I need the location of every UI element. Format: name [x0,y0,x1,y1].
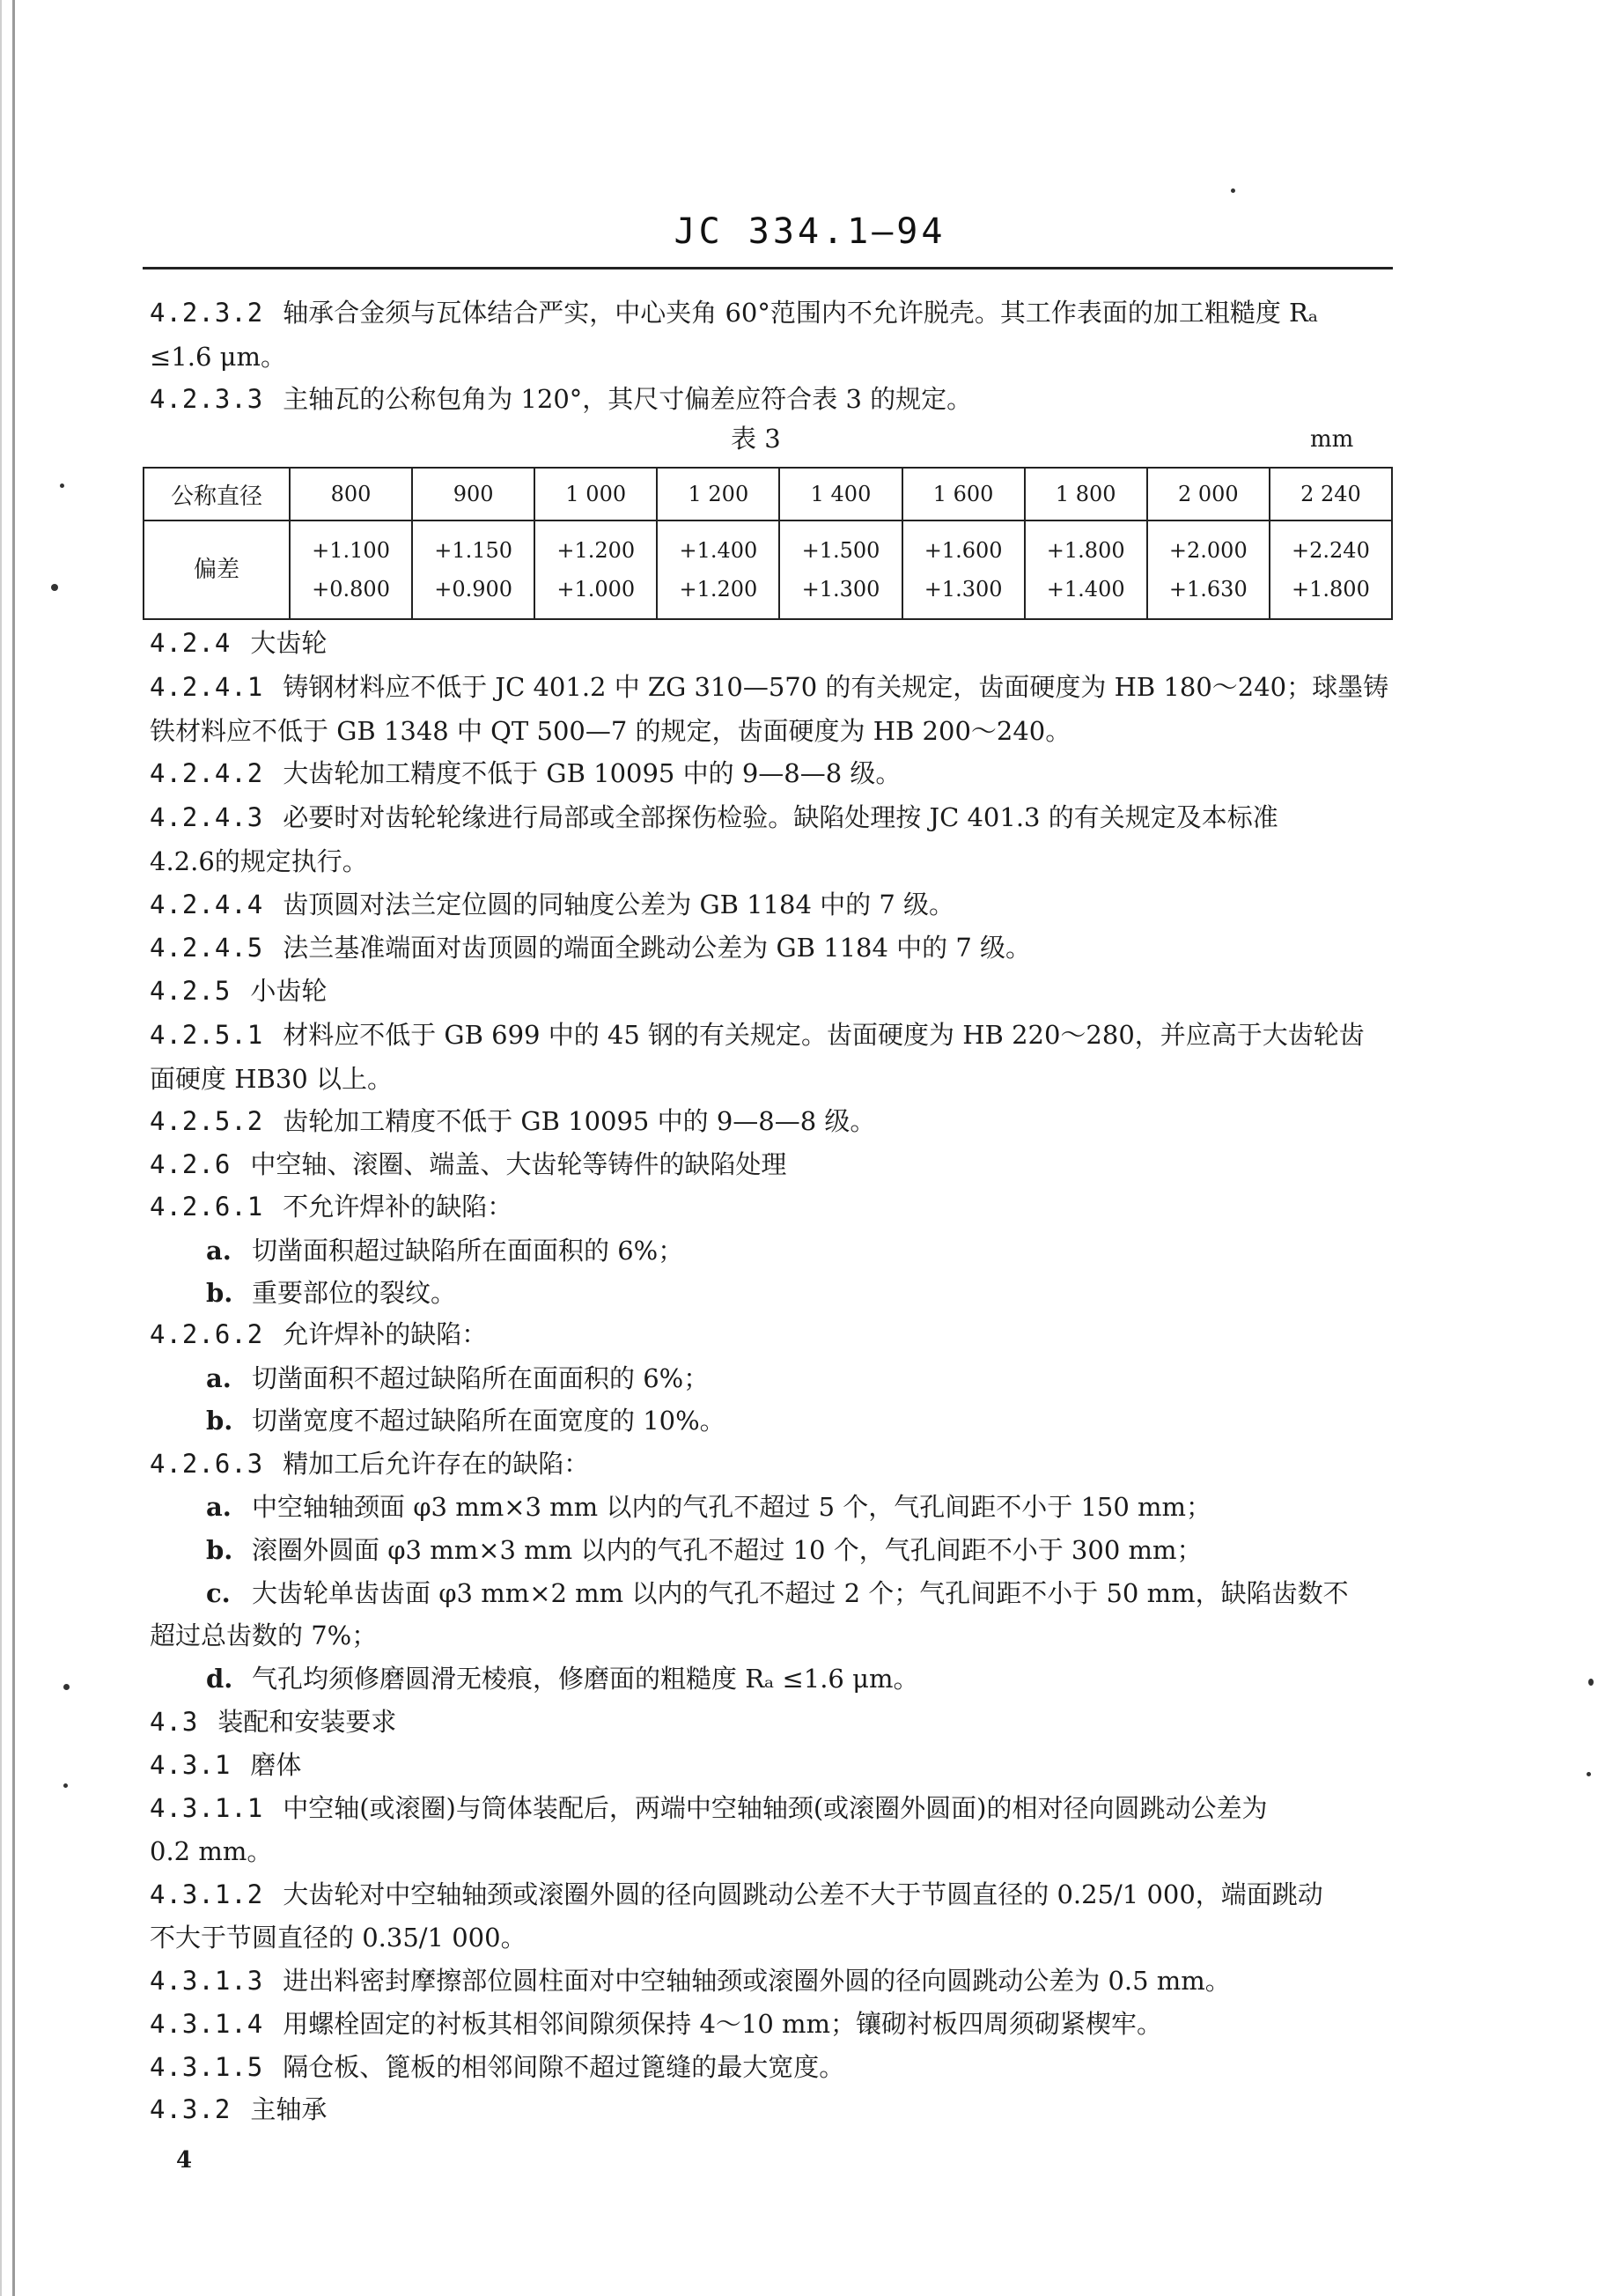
table-cell: 1 800 [1025,468,1147,520]
scan-speck [51,584,58,591]
upper-deviation: +2.240 [1292,538,1370,563]
clause-number: 4.3 [150,1707,199,1737]
clause-4-2-4-3-cont: 4.2.6的规定执行。 [150,846,368,876]
table-unit: mm [1310,426,1354,453]
clause-text: 中空轴(或滚圈)与筒体装配后，两端中空轴轴颈(或滚圈外圆面)的相对径向圆跳动公差为 [283,1793,1268,1823]
table-title: 表 3 [731,424,781,454]
section-heading: 中空轴、滚圈、端盖、大齿轮等铸件的缺陷处理 [250,1149,787,1179]
scan-speck [63,1783,68,1788]
tolerance-table [143,467,1393,620]
table-cell: 2 000 [1147,468,1270,520]
table-cell-deviation [534,520,657,619]
table-cell-deviation [1147,520,1270,619]
list-label: b. [206,1535,233,1565]
table-cell-deviation [412,520,534,619]
table-cell-deviation [657,520,779,619]
clause-text: 齿顶圆对法兰定位圆的同轴度公差为 GB 1184 中的 7 级。 [283,890,955,919]
clause-4-2-4-4 [150,882,1400,927]
list-item-cont: 超过总齿数的 7%； [150,1620,378,1650]
clause-4-2-3-3 [150,377,1400,421]
table-cell: 1 200 [657,468,779,520]
clause-4-2-6-3 [150,1442,1400,1486]
clause-number: 4.3.1.3 [150,1966,264,1996]
upper-deviation: +1.800 [1046,538,1125,563]
lower-deviation: +0.800 [312,577,390,602]
clause-number: 4.2.6.1 [150,1192,264,1222]
clause-4-3-1-1 [150,1786,1400,1830]
clause-number: 4.2.5 [150,976,232,1006]
document-id-header: JC 334.1—94 [674,211,946,252]
table-row-diameter [144,468,1392,520]
list-text: 气孔均须修磨圆滑无棱痕，修磨面的粗糙度 Rₐ ≤1.6 μm。 [252,1664,919,1694]
clause-number: 4.2.4.4 [150,890,264,919]
table-cell-deviation [1270,520,1392,619]
section-4-3-2 [150,2087,1400,2131]
clause-4-3-1-2-cont: 不大于节圆直径的 0.35/1 000。 [150,1923,526,1953]
clause-4-2-6-1 [150,1185,1400,1229]
lower-deviation: +1.300 [924,577,1003,602]
clause-4-2-3-2 [150,291,1400,335]
upper-deviation: +1.150 [434,538,513,563]
list-text: 中空轴轴颈面 φ3 mm×3 mm 以内的气孔不超过 5 个，气孔间距不小于 150 mm； [252,1492,1212,1522]
list-item [206,1528,1403,1572]
upper-deviation: +1.200 [556,538,636,563]
clause-text: 轴承合金须与瓦体结合严实，中心夹角 60°范围内不允许脱壳。其工作表面的加工粗糙度 Rₐ [283,298,1319,328]
table-cell: 1 400 [779,468,902,520]
list-label: b. [206,1406,233,1436]
clause-number: 4.3.1.4 [150,2009,264,2039]
list-item [206,1571,1403,1615]
clause-number: 4.2.4.1 [150,672,264,702]
table-cell-deviation [1025,520,1147,619]
clause-4-2-4-5 [150,926,1400,970]
clause-number: 4.3.1.5 [150,2052,264,2082]
scan-speck [1588,1679,1594,1686]
clause-number: 4.2.5.2 [150,1106,264,1136]
section-4-3-1 [150,1743,1400,1787]
scan-speck [60,484,64,488]
table-cell-deviation [779,520,902,619]
clause-text: 大齿轮加工精度不低于 GB 10095 中的 9—8—8 级。 [283,758,902,788]
list-text: 滚圈外圆面 φ3 mm×3 mm 以内的气孔不超过 10 个，气孔间距不小于 300 mm； [252,1535,1203,1565]
clause-text: 法兰基准端面对齿顶圆的端面全跳动公差为 GB 1184 中的 7 级。 [283,933,1032,963]
upper-deviation: +1.400 [679,538,758,563]
section-4-2-6 [150,1142,1400,1186]
clause-number: 4.2.4.2 [150,758,264,788]
upper-deviation: +1.500 [801,538,880,563]
section-heading: 磨体 [250,1750,302,1780]
clause-4-2-3-2-cont: ≤1.6 μm。 [150,342,286,372]
upper-deviation: +1.100 [312,538,390,563]
clause-4-2-5-1-cont: 面硬度 HB30 以上。 [150,1064,393,1094]
clause-number: 4.2.5.1 [150,1020,264,1050]
clause-number: 4.2.6.3 [150,1449,264,1479]
list-item [206,1657,1403,1701]
lower-deviation: +0.900 [434,577,513,602]
list-item [206,1229,1403,1273]
clause-4-2-5-1 [150,1013,1400,1057]
clause-text: 大齿轮对中空轴轴颈或滚圈外圆的径向圆跳动公差不大于节圆直径的 0.25/1 000，端面跳动 [283,1879,1323,1909]
clause-4-3-1-2 [150,1872,1400,1916]
clause-number: 4.2.4 [150,628,232,658]
list-item [206,1485,1403,1529]
binding-line [12,0,15,2296]
row-header-diameter: 公称直径 [144,468,290,520]
page-edge-shadow [0,0,2,2296]
scan-speck [1587,1772,1591,1776]
upper-deviation: +1.600 [924,538,1003,563]
list-item [206,1271,1403,1315]
scan-speck [1231,188,1235,193]
list-label: d. [206,1664,233,1694]
lower-deviation: +1.000 [556,577,636,602]
section-4-2-4 [150,621,1400,665]
lower-deviation: +1.200 [679,577,758,602]
clause-number: 4.2.3.2 [150,298,264,328]
table-cell: 1 600 [902,468,1025,520]
clause-number: 4.2.6.2 [150,1319,264,1349]
clause-number: 4.3.2 [150,2094,232,2124]
clause-4-2-4-1-cont: 铁材料应不低于 GB 1348 中 QT 500—7 的规定，齿面硬度为 HB 200～240。 [150,716,1071,746]
table-cell-deviation [902,520,1025,619]
clause-text: 进出料密封摩擦部位圆柱面对中空轴轴颈或滚圈外圆的径向圆跳动公差为 0.5 mm。 [283,1966,1231,1996]
section-heading: 小齿轮 [250,976,328,1006]
clause-text: 隔仓板、篦板的相邻间隙不超过篦缝的最大宽度。 [283,2052,845,2082]
clause-text: 齿轮加工精度不低于 GB 10095 中的 9—8—8 级。 [283,1106,876,1136]
clause-4-3-1-1-cont: 0.2 mm。 [150,1836,273,1866]
clause-4-2-4-3 [150,795,1400,839]
clause-4-2-6-2 [150,1312,1400,1356]
clause-text: 主轴瓦的公称包角为 120°，其尺寸偏差应符合表 3 的规定。 [283,384,973,414]
clause-4-2-4-2 [150,751,1400,795]
clause-text: 材料应不低于 GB 699 中的 45 钢的有关规定。齿面硬度为 HB 220～280，并应高于大齿轮齿 [283,1020,1365,1050]
list-text: 切凿面积不超过缺陷所在面面积的 6%； [252,1363,710,1393]
clause-4-3-1-5 [150,2045,1400,2089]
scan-speck [63,1684,70,1690]
clause-text: 铸钢材料应不低于 JC 401.2 中 ZG 310—570 的有关规定，齿面硬度为 HB 180～240；球墨铸 [283,672,1389,702]
list-item [206,1356,1403,1400]
list-label: a. [206,1492,232,1522]
clause-number: 4.2.4.5 [150,933,264,963]
section-heading: 装配和安装要求 [217,1707,397,1737]
list-label: c. [206,1578,231,1608]
lower-deviation: +1.300 [801,577,880,602]
clause-text: 不允许焊补的缺陷： [283,1192,513,1222]
clause-text: 允许焊补的缺陷： [283,1319,488,1349]
clause-number: 4.2.3.3 [150,384,264,414]
section-4-2-5 [150,969,1400,1013]
list-text: 切凿宽度不超过缺陷所在面宽度的 10%。 [252,1406,725,1436]
clause-number: 4.3.1.1 [150,1793,264,1823]
list-label: a. [206,1236,232,1266]
table-cell: 900 [412,468,534,520]
list-text: 重要部位的裂纹。 [252,1278,457,1308]
section-heading: 主轴承 [250,2094,328,2124]
upper-deviation: +2.000 [1168,538,1248,563]
clause-4-2-5-2 [150,1099,1400,1143]
list-text: 大齿轮单齿齿面 φ3 mm×2 mm 以内的气孔不超过 2 个；气孔间距不小于 50 mm，缺陷齿数不 [252,1578,1349,1608]
list-label: a. [206,1363,232,1393]
list-label: b. [206,1278,233,1308]
clause-text: 必要时对齿轮轮缘进行局部或全部探伤检验。缺陷处理按 JC 401.3 的有关规定及本标准 [283,802,1278,832]
section-4-3 [150,1700,1400,1744]
header-rule [143,267,1393,269]
table-row-deviation [144,520,1392,619]
row-header-deviation: 偏差 [144,520,290,619]
clause-text: 用螺栓固定的衬板其相邻间隙须保持 4～10 mm；镶砌衬板四周须砌紧楔牢。 [283,2009,1163,2039]
clause-number: 4.2.4.3 [150,802,264,832]
lower-deviation: +1.400 [1046,577,1125,602]
list-item [206,1399,1403,1443]
clause-4-3-1-3 [150,1959,1400,2003]
lower-deviation: +1.800 [1292,577,1370,602]
table-cell-deviation [290,520,412,619]
table-cell: 2 240 [1270,468,1392,520]
clause-text: 精加工后允许存在的缺陷： [283,1449,590,1479]
page-number: 4 [176,2147,193,2174]
clause-number: 4.3.1.2 [150,1879,264,1909]
clause-number: 4.3.1 [150,1750,232,1780]
table-cell: 800 [290,468,412,520]
table-cell: 1 000 [534,468,657,520]
lower-deviation: +1.630 [1168,577,1248,602]
list-text: 切凿面积超过缺陷所在面面积的 6%； [252,1236,684,1266]
clause-4-2-4-1 [150,665,1400,709]
clause-number: 4.2.6 [150,1149,232,1179]
clause-4-3-1-4 [150,2002,1400,2046]
section-heading: 大齿轮 [250,628,328,658]
